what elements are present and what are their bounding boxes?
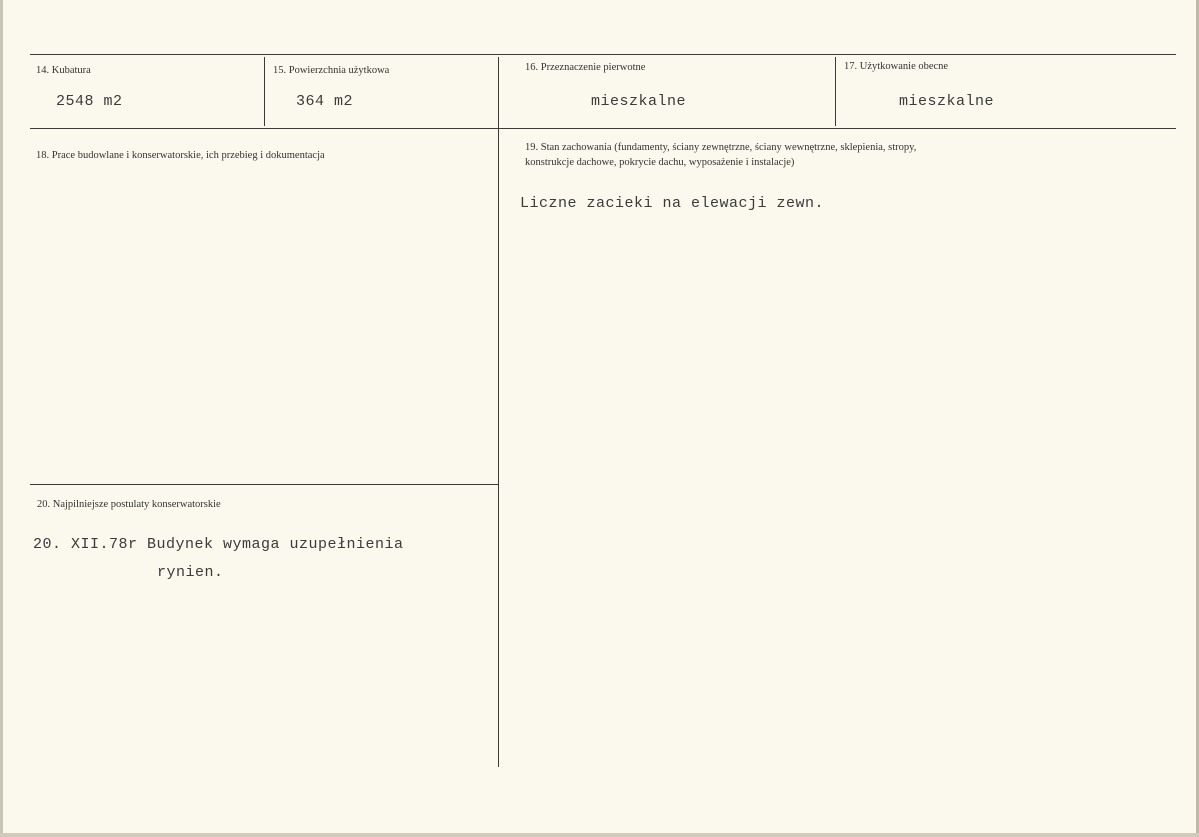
left-column-divider-rule bbox=[30, 484, 499, 485]
field-postulaty-value-line2: rynien. bbox=[157, 564, 224, 581]
field-uzytkowanie-value: mieszkalne bbox=[899, 93, 995, 110]
field-stan-zachowania-label-line2: konstrukcje dachowe, pokrycie dachu, wyposażenie i instalacje) bbox=[525, 157, 795, 168]
field-powierzchnia-value: 364 m2 bbox=[296, 93, 354, 110]
top-rule bbox=[30, 54, 1176, 55]
card-left-edge bbox=[0, 0, 3, 837]
field-stan-zachowania-label-line1: 19. Stan zachowania (fundamenty, ściany zewnętrzne, ściany wewnętrzne, sklepienia, stropy, bbox=[525, 142, 917, 153]
field-stan-zachowania-value: Liczne zacieki na elewacji zewn. bbox=[520, 195, 825, 212]
field-uzytkowanie-label: 17. Użytkowanie obecne bbox=[844, 61, 949, 72]
field-przeznaczenie-label: 16. Przeznaczenie pierwotne bbox=[525, 62, 646, 73]
row1-bottom-rule bbox=[30, 128, 1176, 129]
main-column-divider bbox=[498, 57, 499, 767]
divider-16-17 bbox=[835, 57, 836, 126]
field-powierzchnia-label: 15. Powierzchnia użytkowa bbox=[273, 65, 390, 76]
card-bottom-edge bbox=[0, 833, 1199, 837]
field-przeznaczenie-value: mieszkalne bbox=[591, 93, 687, 110]
field-kubatura-label: 14. Kubatura bbox=[36, 65, 91, 76]
field-postulaty-label: 20. Najpilniejsze postulaty konserwatorskie bbox=[37, 499, 221, 510]
divider-14-15 bbox=[264, 57, 265, 126]
field-kubatura-value: 2548 m2 bbox=[56, 93, 123, 110]
field-prace-budowlane-label: 18. Prace budowlane i konserwatorskie, ich przebieg i dokumentacja bbox=[36, 150, 325, 161]
field-postulaty-value-line1: 20. XII.78r Budynek wymaga uzupełnienia bbox=[33, 536, 404, 553]
